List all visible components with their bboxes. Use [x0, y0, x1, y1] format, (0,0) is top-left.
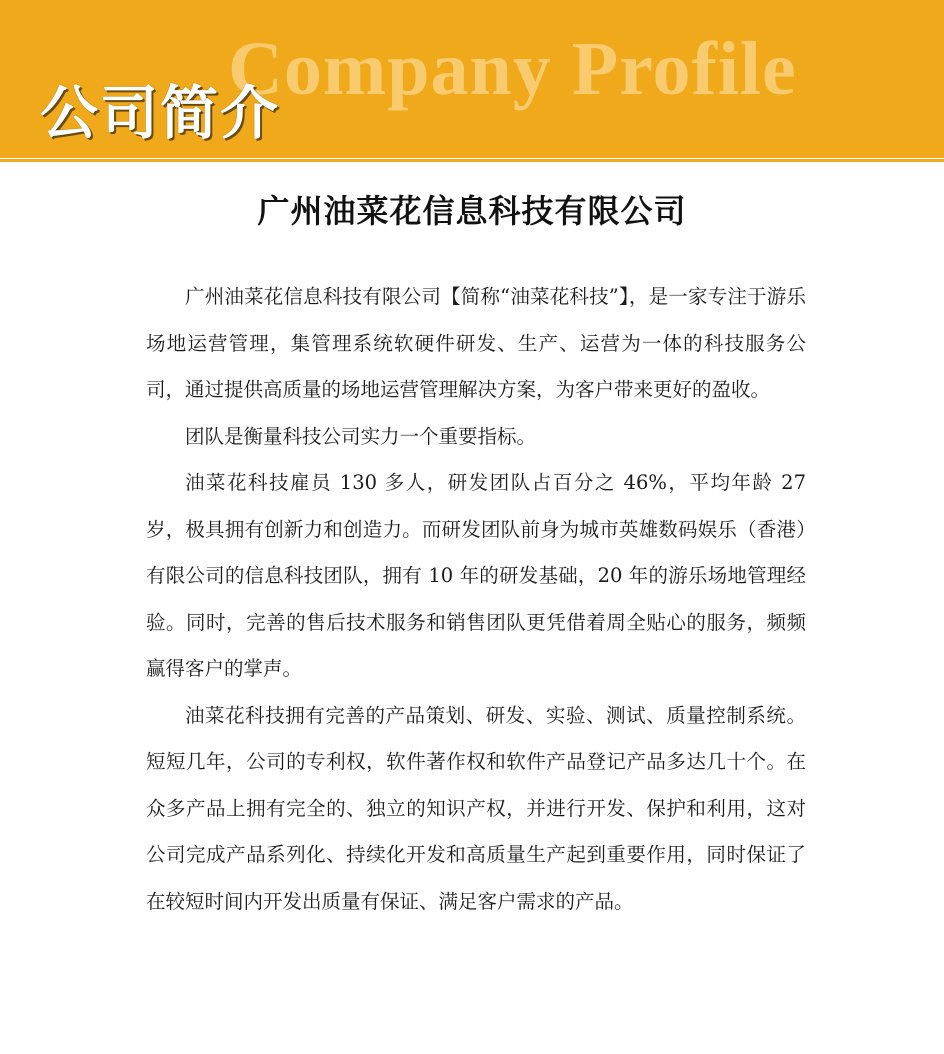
banner-watermark: Company Profile — [228, 27, 797, 111]
paragraph-intro: 广州油菜花信息科技有限公司【简称“油菜花科技”】，是一家专注于游乐场地运营管理，集管理系统软硬件研发、生产、运营为一体的科技服务公司，通过提供高质量的场地运营管理解决方案，为客户带来更好的盈收。 — [146, 285, 806, 401]
page-title: 公司简介 — [40, 79, 281, 147]
paragraph-products: 油菜花科技拥有完善的产品策划、研发、实验、测试、质量控制系统。短短几年，公司的专利权，软件著作权和软件产品登记产品多达几十个。在众多产品上拥有完全的、独立的知识产权，并进行开发、保护和利用，这对公司完成产品系列化、持续化开发和高质量生产起到重要作用，同时保证了在较短时间内开发出质量有保证、满足客户需求的产品。 — [146, 703, 806, 913]
header-rule-thin — [0, 159, 944, 162]
header-banner — [0, 0, 944, 150]
paragraph-team-importance: 团队是衡量科技公司实力一个重要指标。 — [185, 424, 537, 448]
company-name-heading: 广州油菜花信息科技有限公司 — [257, 192, 687, 230]
paragraph-team: 油菜花科技雇员 130 多人，研发团队占百分之 46%，平均年龄 27 岁，极具拥有创新力和创造力。而研发团队前身为城市英雄数码娱乐（香港）有限公司的信息科技团队，拥有 10 年的研发基础，20 年的游乐场地管理经验。同时，完善的售后技术服务和销售团队更凭借着周全贴心的服务，频频赢得客户的掌声。 — [146, 471, 806, 680]
profile-body — [146, 274, 806, 925]
header-rule-thick — [0, 150, 944, 158]
